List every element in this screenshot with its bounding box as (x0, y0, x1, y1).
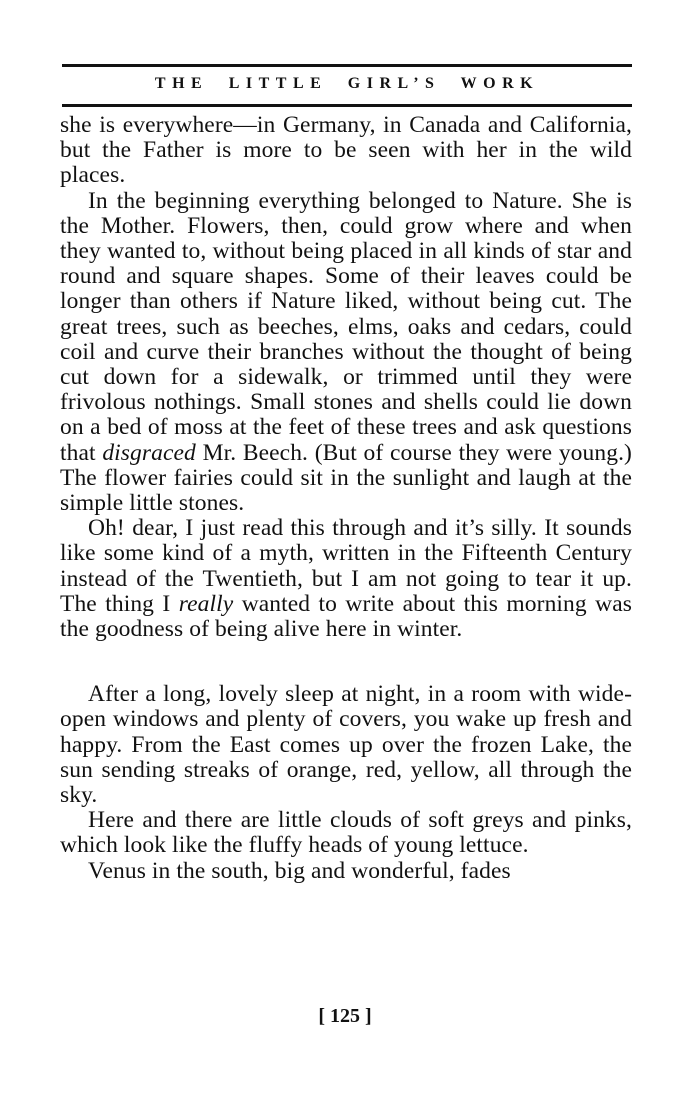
paragraph-nature-text: In the beginning everything belonged to Nature. She is the Mother. Flowers, then, could grow where and when they wanted to, without being placed in all kinds of star and round and square shapes. Some of their leaves could be longer than others if Nature liked, without being cut. The great trees, such as beeches, elms, oaks and cedars, could coil and curve their branches without the thought of being cut down for a sidewalk, or trimmed until they were frivolous nothings. Small stones and shells could lie down on a bed of moss at the feet of these trees and ask questions that (60, 187, 632, 466)
paragraph-continuation: she is everywhere—in Germany, in Canada and California, but the Father is more to be seen with her in the wild places. (60, 112, 632, 189)
paragraph-silly-end: wanted to write about this morning was the goodness of being alive here in winter. (60, 590, 632, 643)
paragraph-morning: After a long, lovely sleep at night, in a room with wide-open windows and plenty of covers, you wake up fresh and happy. From the East comes up over the frozen Lake, the sun sending streaks of orange, red, yellow, all through the sky. (60, 681, 632, 809)
paragraph-clouds: Here and there are little clouds of soft greys and pinks, which look like the fluffy heads of young lettuce. (60, 807, 632, 859)
italic-disgraced: disgraced (102, 439, 196, 466)
paragraph-nature (60, 189, 632, 517)
italic-really: really (178, 590, 234, 617)
page-number: [ 125 ] (318, 1005, 372, 1027)
paragraph-silly-text: Oh! dear, I just read this through and it’s silly. It sounds like some kind of a myth, written in the Fifteenth Century instead of the Twentieth, but I am not going to tear it up. The thing I (60, 515, 632, 617)
header-rule-top (62, 64, 632, 67)
running-header: THE LITTLE GIRL’S WORK (154, 75, 540, 92)
paragraph-nature-end: Mr. Beech. (But of course they were young.) The flower fairies could sit in the sunlight and laugh at the simple little stones. (60, 439, 632, 517)
body-text (60, 113, 632, 884)
paragraph-venus: Venus in the south, big and wonderful, fades (88, 857, 511, 884)
paragraph-silly (60, 516, 632, 642)
header-rule-bottom (62, 104, 632, 107)
